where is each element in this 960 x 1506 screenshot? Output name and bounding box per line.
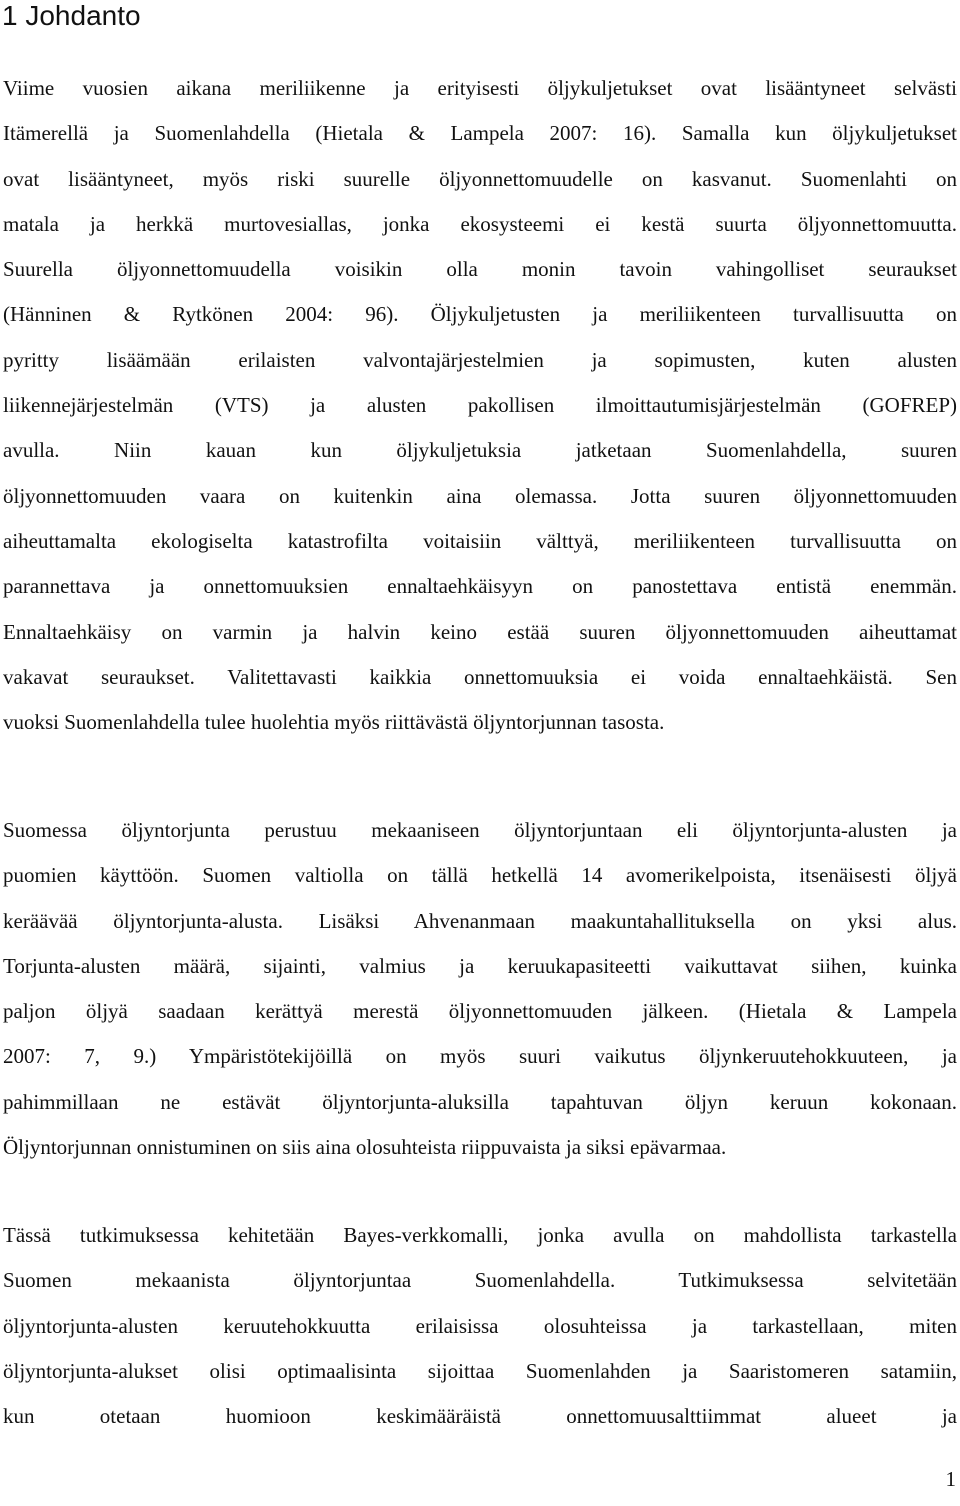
text-line: paljon öljyä saadaan kerättyä merestä öljyonnettomuuden jälkeen. (Hietala & Lampela [3,999,957,1024]
paragraph-2 [3,808,957,1170]
text-line: aiheuttamalta ekologiselta katastrofilta voitaisiin välttyä, meriliikenteen turvallisuutta on [3,528,957,553]
text-line: pahimmillaan ne estävät öljyntorjunta-aluksilla tapahtuvan öljyn keruun kokonaan. [3,1089,957,1114]
paragraph-1 [3,66,957,745]
text-line: puomien käyttöön. Suomen valtiolla on tällä hetkellä 14 avomerikelpoista, itsenäisesti öljyä [3,863,957,888]
text-line: Tässä tutkimuksessa kehitetään Bayes-verkkomalli, jonka avulla on mahdollista tarkastella [3,1223,957,1247]
page-number: 1 [945,1467,956,1491]
text-line: vuoksi Suomenlahdella tulee huolehtia myös riittävästä öljyntorjunnan tasosta. [3,710,665,735]
text-line: ovat lisääntyneet, myös riski suurelle öljyonnettomuudelle on kasvanut. Suomenlahti on [3,166,957,191]
text-line: kun otetaan huomioon keskimääräistä onnettomuusalttiimmat alueet ja [3,1404,957,1429]
text-line: liikennejärjestelmän (VTS) ja alusten pakollisen ilmoittautumisjärjestelmän (GOFREP) [3,393,957,418]
text-line: Viime vuosien aikana meriliikenne ja erityisesti öljykuljetukset ovat lisääntyneet selvästi [3,76,957,100]
text-line: parannettava ja onnettomuuksien ennaltaehkäisyyn on panostettava entistä enemmän. [3,574,957,599]
text-line: 2007: 7, 9.) Ympäristötekijöillä on myös suuri vaikutus öljynkeruutehokkuuteen, ja [3,1044,957,1069]
text-line: Öljyntorjunnan onnistuminen on siis aina olosuhteista riippuvaista ja siksi epävarmaa. [3,1135,727,1160]
text-line: Suurella öljyonnettomuudella voisikin olla monin tavoin vahingolliset seuraukset [3,257,957,282]
text-line: keräävää öljyntorjunta-alusta. Lisäksi Ahvenanmaan maakuntahallituksella on yksi alus. [3,908,957,933]
paragraph-3 [3,1213,957,1439]
text-line: Itämerellä ja Suomenlahdella (Hietala & Lampela 2007: 16). Samalla kun öljykuljetukset [3,121,957,146]
text-line: matala ja herkkä murtovesiallas, jonka ekosysteemi ei kestä suurta öljyonnettomuutta. [3,211,957,236]
text-line: öljyntorjunta-alusten keruutehokkuutta erilaisissa olosuhteissa ja tarkastellaan, miten [3,1313,957,1338]
text-line: Ennaltaehkäisy on varmin ja halvin keino estää suuren öljyonnettomuuden aiheuttamat [3,619,957,644]
text-line: pyritty lisäämään erilaisten valvontajärjestelmien ja sopimusten, kuten alusten [3,347,957,372]
section-heading: 1 Johdanto [2,0,141,31]
text-line: Suomen mekaanista öljyntorjuntaa Suomenlahdella. Tutkimuksessa selvitetään [3,1268,957,1293]
text-line: Torjunta-alusten määrä, sijainti, valmius ja keruukapasiteetti vaikuttavat siihen, kuinka [3,953,957,978]
text-line: Suomessa öljyntorjunta perustuu mekaaniseen öljyntorjuntaan eli öljyntorjunta-alusten ja [3,818,957,842]
text-line: (Hänninen & Rytkönen 2004: 96). Öljykuljetusten ja meriliikenteen turvallisuutta on [3,302,957,327]
text-line: öljyonnettomuuden vaara on kuitenkin aina olemassa. Jotta suuren öljyonnettomuuden [3,483,957,508]
text-line: vakavat seuraukset. Valitettavasti kaikkia onnettomuuksia ei voida ennaltaehkäistä. Sen [3,664,957,689]
text-line: avulla. Niin kauan kun öljykuljetuksia jatketaan Suomenlahdella, suuren [3,438,957,463]
text-line: öljyntorjunta-alukset olisi optimaalisinta sijoittaa Suomenlahden ja Saaristomeren satamiin, [3,1358,957,1383]
